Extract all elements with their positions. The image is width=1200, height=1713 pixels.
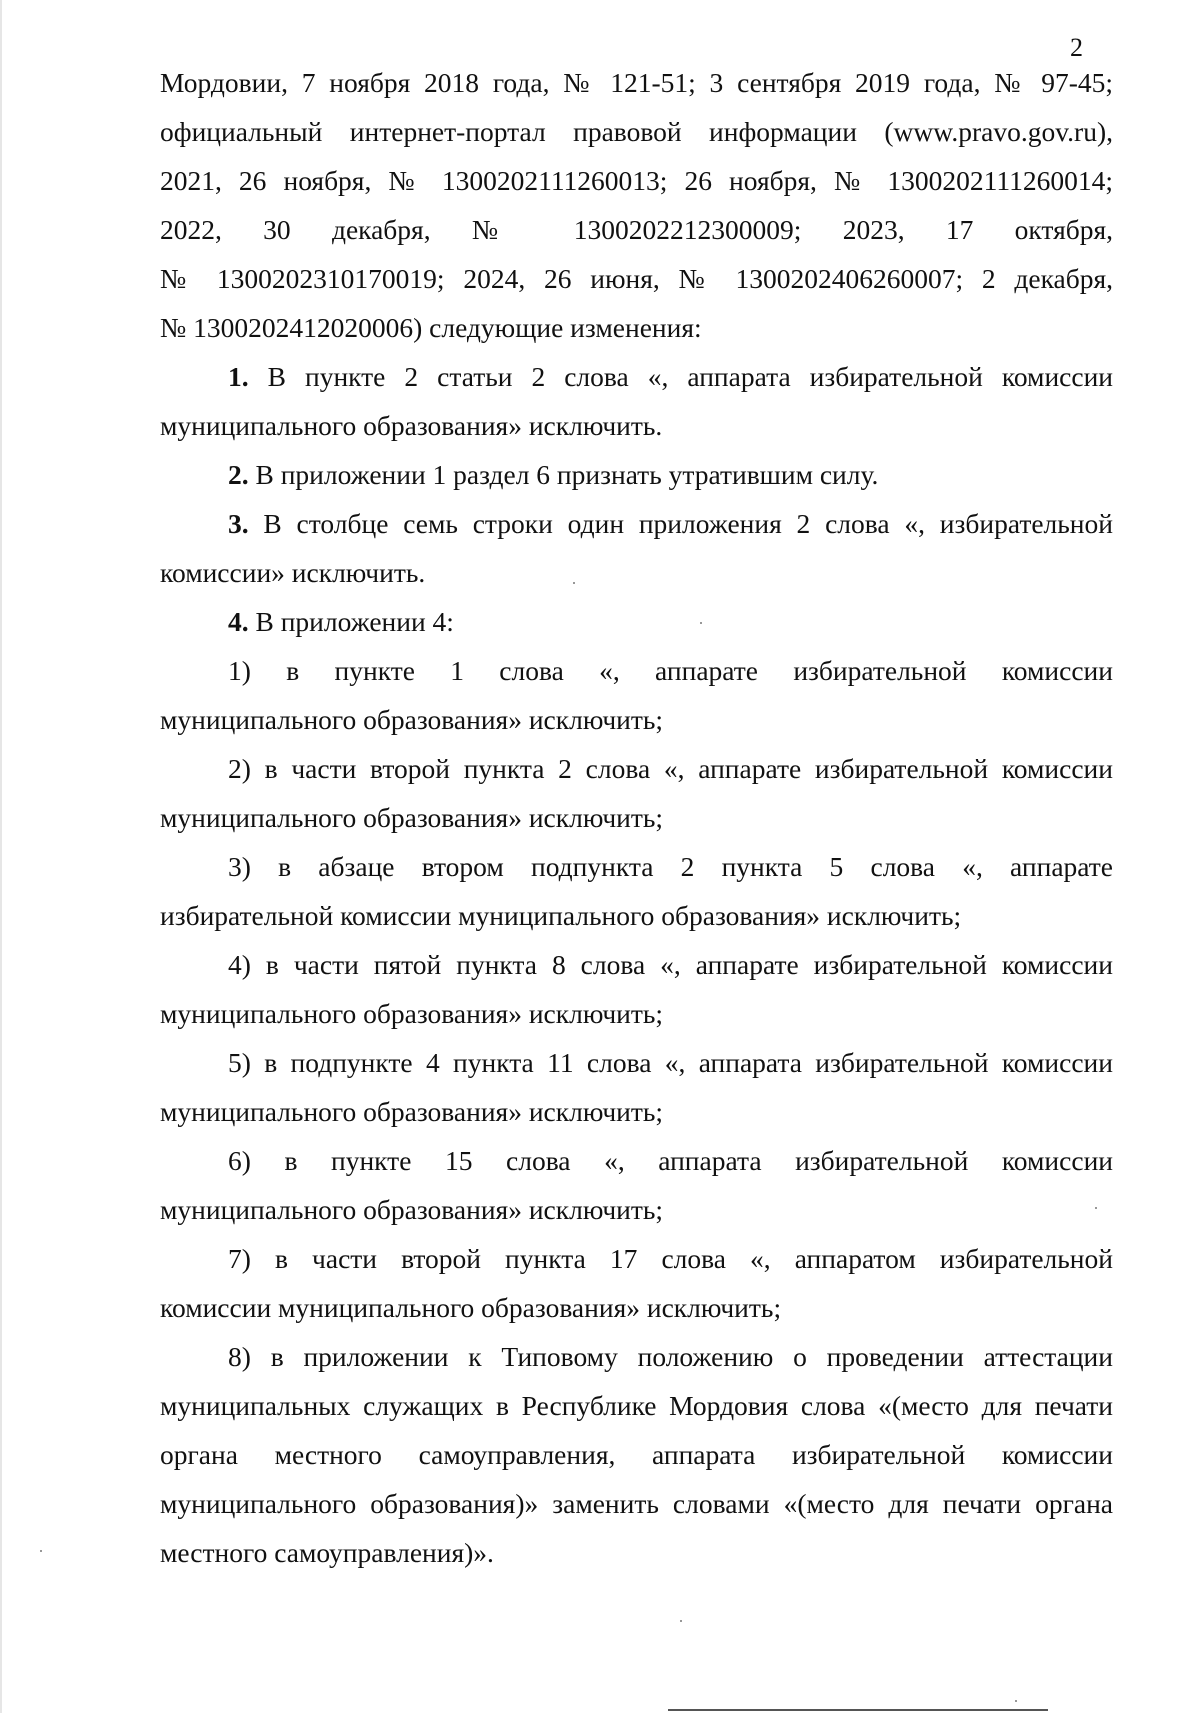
text-line [160,499,1113,548]
text-line: № 1300202412020006) следующие изменения: [160,312,702,343]
text-line: 2) в части второй пункта 2 слова «, аппарате избирательной комиссии [228,753,1113,784]
subitem-3 [160,842,1113,940]
subitem-6 [160,1136,1113,1234]
text-line: 4) в части пятой пункта 8 слова «, аппарате избирательной комиссии [228,949,1113,980]
text-line: муниципального образования» исключить; [160,704,664,735]
text-line: 5) в подпункте 4 пункта 11 слова «, аппарата избирательной комиссии [228,1047,1113,1078]
text-line: муниципального образования» исключить; [160,802,664,833]
text-line: муниципального образования» исключить; [160,1194,664,1225]
text-line: муниципальных служащих в Республике Мордовия слова «(место для печати [160,1390,1113,1421]
subitem-2 [160,744,1113,842]
item-number: 2. [228,459,249,490]
bottom-scan-line [668,1709,1048,1711]
subitem-5 [160,1038,1113,1136]
scan-speck [40,1550,42,1552]
text-line: Мордовии, 7 ноября 2018 года, № 121-51; 3 сентября 2019 года, № 97-45; [160,67,1113,98]
text-line: 1) в пункте 1 слова «, аппарате избирательной комиссии [228,655,1113,686]
item-text: В столбце семь строки один приложения 2 слова «, избирательной [263,508,1113,539]
amendment-item-3 [160,499,1113,597]
text-line: официальный интернет-портал правовой информации (www.pravo.gov.ru), [160,116,1113,147]
item-number: 4. [228,606,249,637]
amendment-item-4 [160,597,1113,646]
subitem-7 [160,1234,1113,1332]
text-line: муниципального образования)» заменить словами «(место для печати органа [160,1488,1113,1519]
scan-speck [1015,1700,1017,1702]
page-number: 2 [1070,33,1083,62]
amendment-item-2 [160,450,1113,499]
text-line: № 1300202310170019; 2024, 26 июня, № 1300202406260007; 2 декабря, [160,263,1113,294]
text-line: 8) в приложении к Типовому положению о проведении аттестации [228,1341,1113,1372]
text-line: 6) в пункте 15 слова «, аппарата избирательной комиссии [228,1145,1113,1176]
item-text: В приложении 1 раздел 6 признать утратившим силу. [255,459,879,490]
text-line [160,352,1113,401]
text-line: 2021, 26 ноября, № 1300202111260013; 26 ноября, № 1300202111260014; [160,165,1113,196]
item-text: В пункте 2 статьи 2 слова «, аппарата избирательной комиссии [267,361,1114,392]
text-line: комиссии муниципального образования» исключить; [160,1292,782,1323]
text-line [160,450,1113,499]
text-line: муниципального образования» исключить; [160,1096,664,1127]
text-line [160,597,1113,646]
subitem-4 [160,940,1113,1038]
text-line: муниципального образования» исключить; [160,998,664,1029]
scan-edge [0,0,2,1713]
subitem-1 [160,646,1113,744]
scan-speck [680,1620,682,1622]
text-line: 3) в абзаце втором подпункта 2 пункта 5 слова «, аппарате [228,851,1113,882]
text-line: органа местного самоуправления, аппарата избирательной комиссии [160,1439,1113,1470]
text-line: 2022, 30 декабря, № 1300202212300009; 2023, 17 октября, [160,214,1113,245]
subitem-8 [160,1332,1113,1577]
scan-speck [573,582,575,584]
text-line: муниципального образования» исключить. [160,410,663,441]
text-line: комиссии» исключить. [160,557,426,588]
amendment-item-1 [160,352,1113,450]
scan-speck [700,622,702,624]
text-line: 7) в части второй пункта 17 слова «, аппаратом избирательной [228,1243,1113,1274]
item-number: 1. [228,361,249,392]
scan-speck [1095,1207,1097,1209]
item-number: 3. [228,508,249,539]
item-text: В приложении 4: [255,606,454,637]
opening-paragraph [160,58,1113,352]
document-body [160,58,1113,1577]
text-line: местного самоуправления)». [160,1537,494,1568]
text-line: избирательной комиссии муниципального образования» исключить; [160,900,962,931]
